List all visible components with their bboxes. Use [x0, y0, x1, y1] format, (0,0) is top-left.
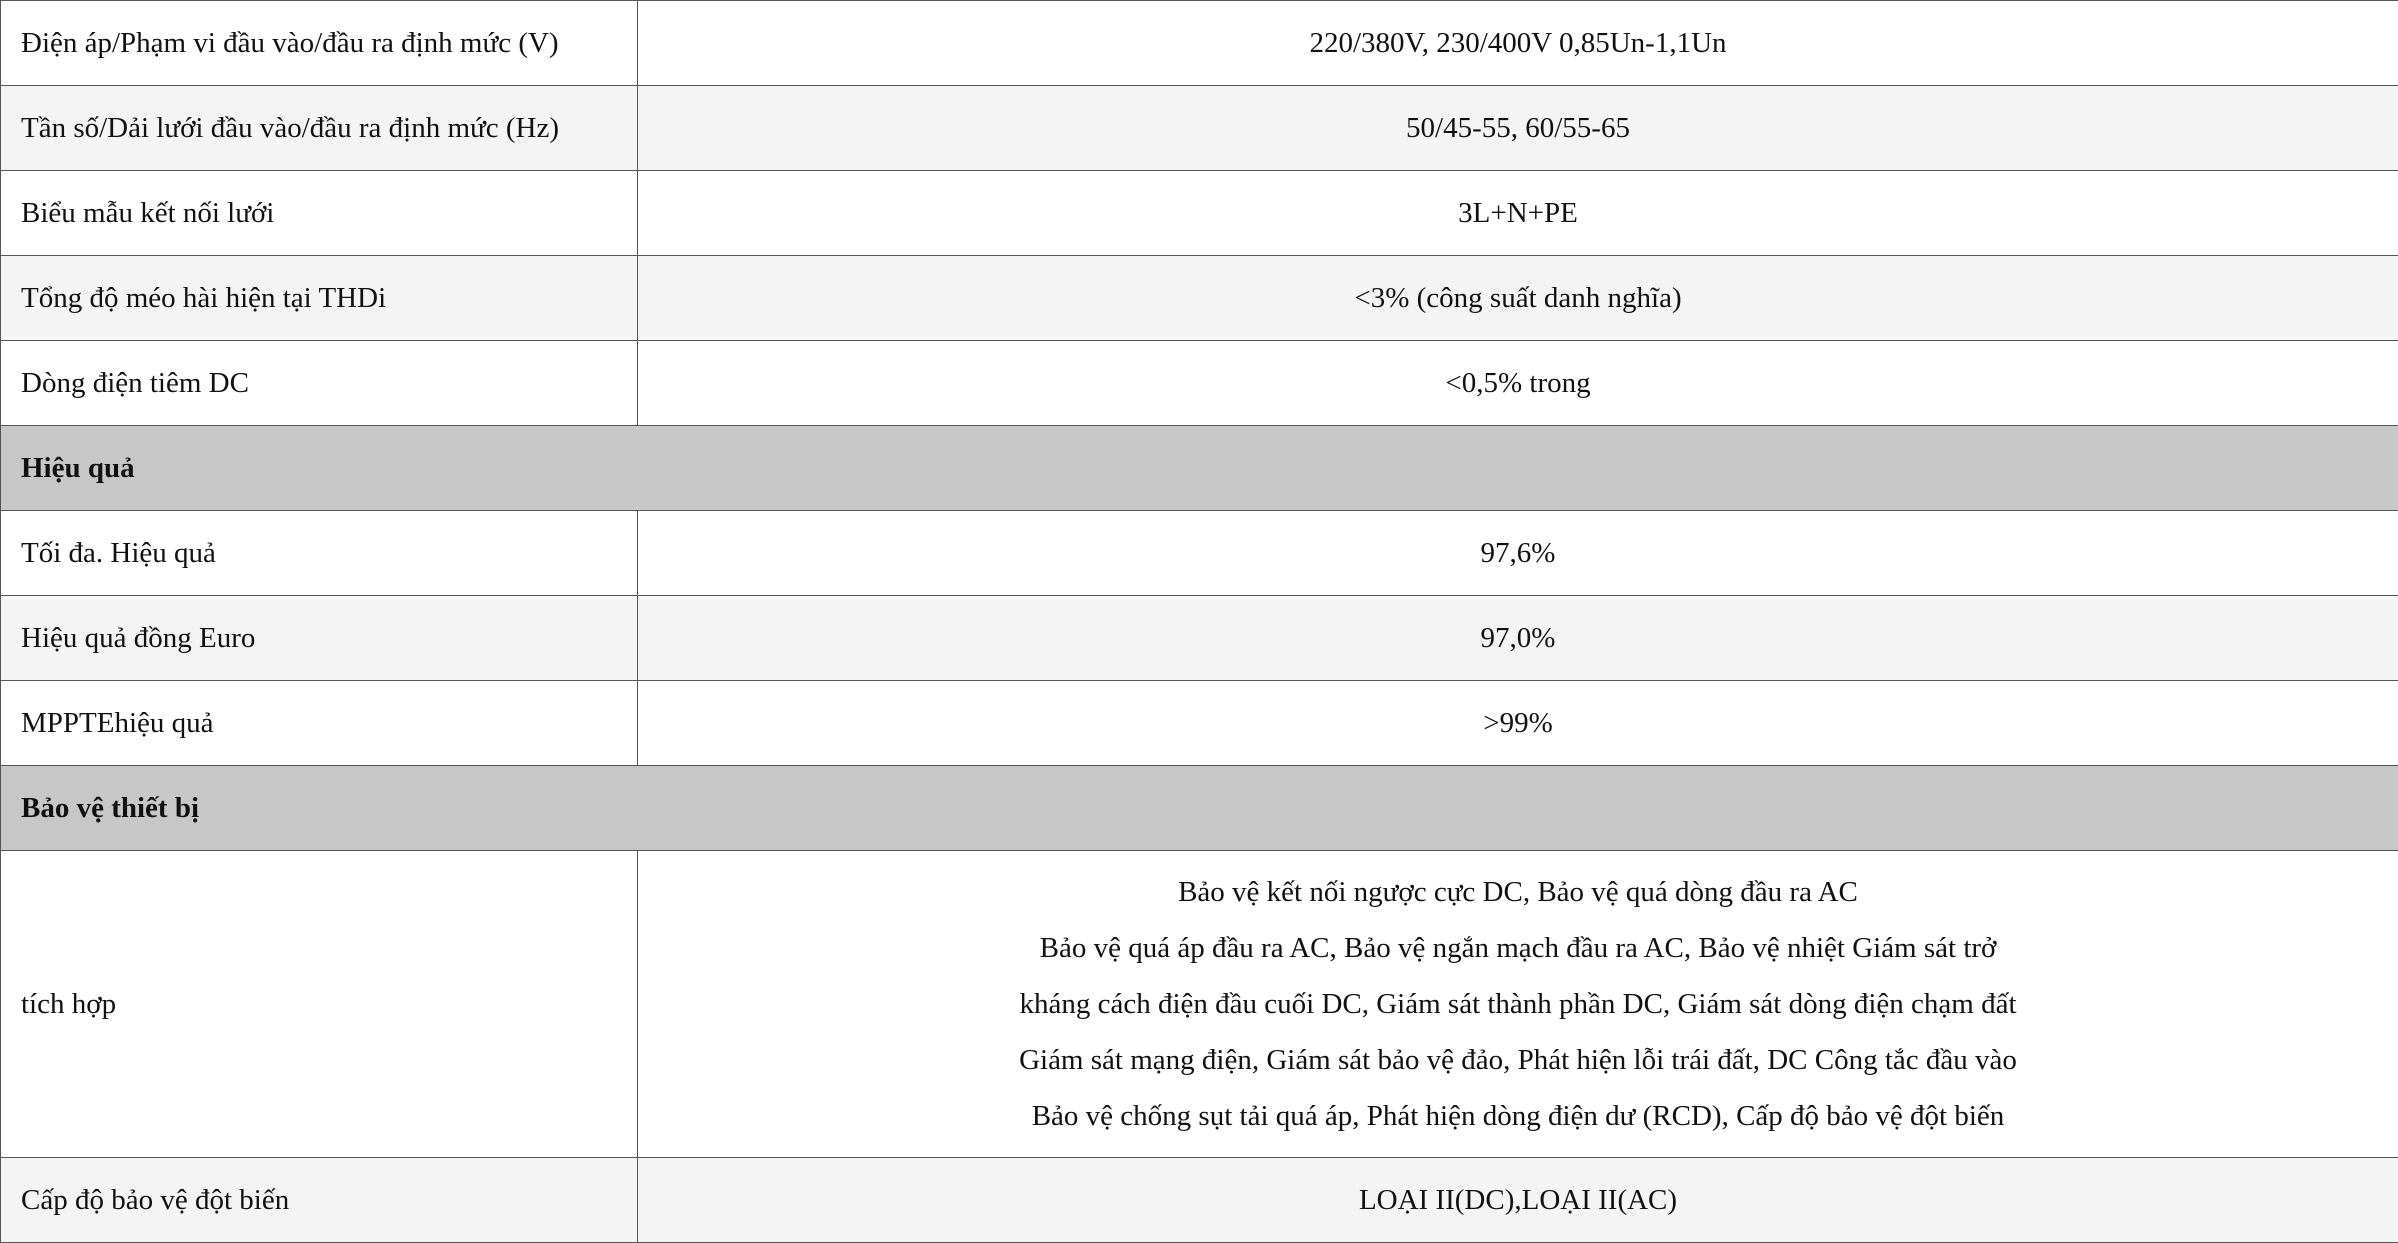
row-label: Điện áp/Phạm vi đầu vào/đầu ra định mức (V) — [1, 1, 638, 86]
row-label: Hiệu quả đồng Euro — [1, 596, 638, 681]
row-value: LOẠI II(DC),LOẠI II(AC) — [638, 1158, 2398, 1243]
spec-row-rated-frequency — [1, 86, 2398, 171]
row-label: Tần số/Dải lưới đầu vào/đầu ra định mức (Hz) — [1, 86, 638, 171]
protection-line: kháng cách điện đầu cuối DC, Giám sát thành phần DC, Giám sát dòng điện chạm đất — [658, 976, 2378, 1032]
row-label: Dòng điện tiêm DC — [1, 341, 638, 426]
row-value: <0,5% trong — [638, 341, 2398, 426]
row-label: Tổng độ méo hài hiện tại THDi — [1, 256, 638, 341]
row-value: 3L+N+PE — [638, 171, 2398, 256]
spec-row-surge-protection — [1, 1158, 2398, 1243]
spec-row-max-efficiency — [1, 511, 2398, 596]
spec-row-thdi — [1, 256, 2398, 341]
spec-row-dc-injection — [1, 341, 2398, 426]
row-value: 97,6% — [638, 511, 2398, 596]
row-value: 50/45-55, 60/55-65 — [638, 86, 2398, 171]
row-value: <3% (công suất danh nghĩa) — [638, 256, 2398, 341]
spec-row-mppt-efficiency — [1, 681, 2398, 766]
row-label: Cấp độ bảo vệ đột biến — [1, 1158, 638, 1243]
spec-row-rated-voltage — [1, 1, 2398, 86]
row-label: tích hợp — [1, 851, 638, 1158]
row-value: >99% — [638, 681, 2398, 766]
row-value-multiline — [638, 851, 2398, 1158]
protection-line: Bảo vệ kết nối ngược cực DC, Bảo vệ quá dòng đầu ra AC — [658, 864, 2378, 920]
protection-line: Bảo vệ quá áp đầu ra AC, Bảo vệ ngắn mạch đầu ra AC, Bảo vệ nhiệt Giám sát trở — [658, 920, 2378, 976]
row-value: 220/380V, 230/400V 0,85Un-1,1Un — [638, 1, 2398, 86]
row-label: Biểu mẫu kết nối lưới — [1, 171, 638, 256]
section-header-efficiency — [1, 426, 2398, 511]
protection-line: Bảo vệ chống sụt tải quá áp, Phát hiện dòng điện dư (RCD), Cấp độ bảo vệ đột biến — [658, 1088, 2378, 1144]
protection-line: Giám sát mạng điện, Giám sát bảo vệ đảo, Phát hiện lỗi trái đất, DC Công tắc đầu vào — [658, 1032, 2378, 1088]
section-header-protection — [1, 766, 2398, 851]
section-title: Bảo vệ thiết bị — [1, 766, 2398, 851]
spec-row-grid-connection — [1, 171, 2398, 256]
spec-row-integrated-protection — [1, 851, 2398, 1158]
section-title: Hiệu quả — [1, 426, 2398, 511]
row-label: MPPTEhiệu quả — [1, 681, 638, 766]
spec-row-euro-efficiency — [1, 596, 2398, 681]
row-value: 97,0% — [638, 596, 2398, 681]
row-label: Tối đa. Hiệu quả — [1, 511, 638, 596]
